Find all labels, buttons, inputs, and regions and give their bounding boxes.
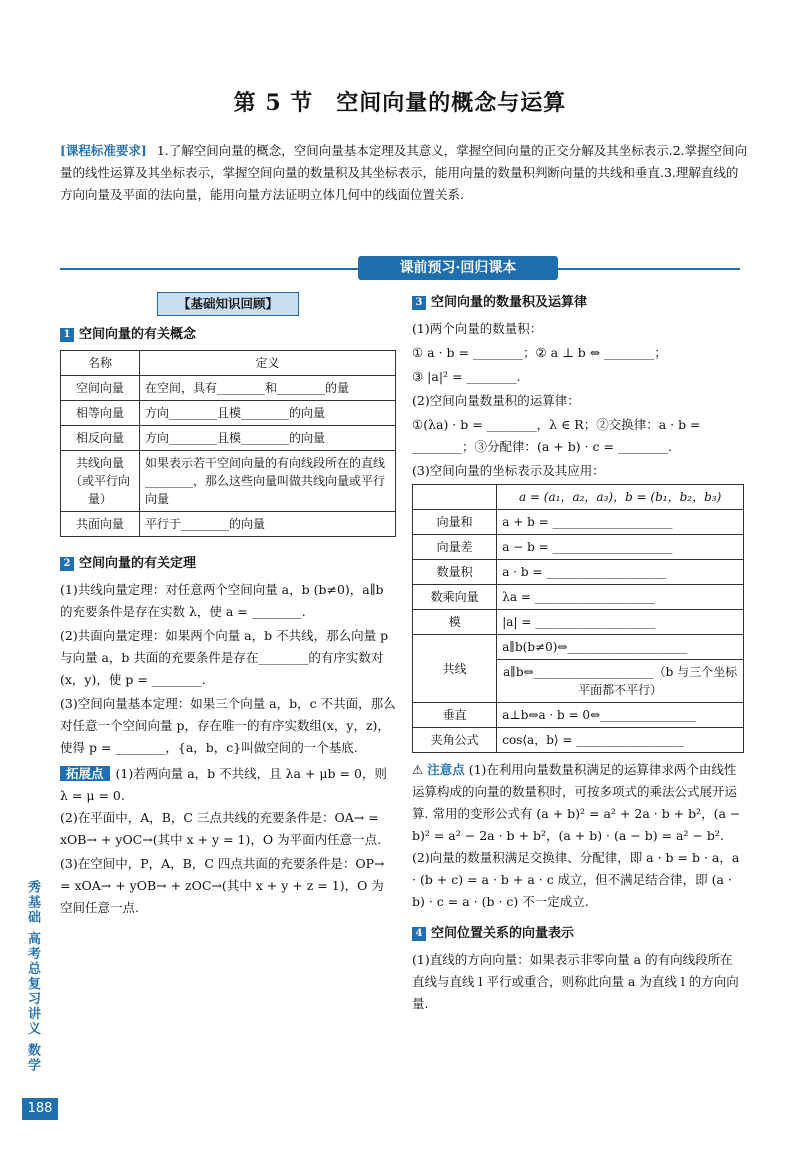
subtitle-box: 【基础知识回顾】: [157, 292, 299, 316]
dot-product-modulus: ③ |a|² = ________.: [412, 369, 521, 384]
section-1-number: 1: [60, 328, 74, 342]
table-header: 定义: [140, 351, 396, 376]
theorem-2: (2)共面向量定理：如果两个向量 a，b 不共线，那么向量 p 与向量 a，b 共面的充要条件是存在________的有序实数对(x，y)，使 p = ________.: [60, 628, 389, 687]
section-4-heading: [412, 923, 744, 945]
table-cell: 数量积: [413, 560, 497, 585]
table-row: [413, 510, 744, 535]
table-cell: a + b = ____________________: [497, 510, 744, 535]
standard-text: 1.了解空间向量的概念，空间向量基本定理及其意义，掌握空间向量的正交分解及其坐标表示.2.掌握空间向量的线性运算及其坐标表示，掌握空间向量的数量积及其坐标表示，能用向量的数量积判断向量的共线和垂直.3.理解直线的方向向量及平面的法向量，能用向量方法证明立体几何中的线面位置关系.: [60, 143, 748, 202]
section-2-heading: [60, 553, 396, 575]
table-row: [413, 703, 744, 728]
table-row: [413, 635, 744, 660]
section-2-number: 2: [60, 557, 74, 571]
table-cell: 相反向量: [61, 426, 140, 451]
table-cell: 相等向量: [61, 401, 140, 426]
laws-intro: (2)空间向量数量积的运算律：: [412, 393, 580, 408]
table-cell: 在空间，具有________和________的量: [140, 376, 396, 401]
table-cell: [413, 485, 497, 510]
table-row: [413, 535, 744, 560]
table-cell: 共面向量: [61, 512, 140, 537]
table-header-row: [61, 351, 396, 376]
table-cell: 方向________且模________的向量: [140, 401, 396, 426]
direction-vector-def: (1)直线的方向向量：如果表示非零向量 a 的有向线段所在直线与直线 l 平行或重合，则称此向量 a 为直线 l 的方向向量.: [412, 952, 739, 1011]
expand-item-1: (1)若两向量 a，b 不共线，且 λa + μb = 0，则 λ = μ = 0.: [60, 766, 387, 803]
table-cell: a · b = ____________________: [497, 560, 744, 585]
section-3-title: 空间向量的数量积及运算律: [431, 295, 588, 310]
note-1: (1)在利用向量数量积满足的运算律求两个由线性运算构成的向量的数量积时，可按多项式的乘法公式展开运算. 常用的变形公式有 (a + b)² = a² + 2a · b + b²，(a − b)² = a² − 2a · b + b²，(a + b) · (a − b) = a² − b².: [412, 762, 741, 843]
dot-product-items: ① a · b = ________；② a ⊥ b ⇔ ________；: [412, 345, 667, 360]
coords-intro: (3)空间向量的坐标表示及其应用：: [412, 463, 605, 478]
left-column: [60, 292, 396, 921]
theorem-1: (1)共线向量定理：对任意两个空间向量 a，b (b≠0)，a∥b 的充要条件是存在实数 λ，使 a = ________.: [60, 582, 384, 619]
table-cell: cos⟨a，b⟩ = __________________: [497, 728, 744, 753]
concepts-table: [60, 350, 396, 537]
page-number: 188: [22, 1098, 58, 1120]
table-row: [61, 426, 396, 451]
table-header: a = (a₁，a₂，a₃)，b = (b₁，b₂，b₃): [497, 485, 744, 510]
table-cell: 共线向量（或平行向量）: [61, 451, 140, 512]
section-4-number: 4: [412, 927, 426, 941]
table-row: [61, 376, 396, 401]
table-cell: a∥b⇔____________________（b 与三个坐标平面都不平行）: [497, 660, 744, 703]
table-cell: |a| = ____________________: [497, 610, 744, 635]
table-row: [413, 610, 744, 635]
expand-point: [60, 763, 396, 919]
course-standard: [60, 140, 750, 206]
expand-item-2: (2)在平面中，A，B，C 三点共线的充要条件是：OA→ = xOB→ + yOC→(其中 x + y = 1)，O 为平面内任意一点.: [60, 810, 382, 847]
table-row: [413, 728, 744, 753]
table-cell: 数乘向量: [413, 585, 497, 610]
table-row: [413, 585, 744, 610]
table-cell: λa = ____________________: [497, 585, 744, 610]
table-row: [413, 560, 744, 585]
coordinates-table: [412, 484, 744, 753]
section-3-number: 3: [412, 296, 426, 310]
section-1-title: 空间向量的有关概念: [79, 327, 197, 342]
note-label: 注意点: [427, 762, 465, 777]
warning-icon: ⚠: [412, 762, 424, 777]
table-cell: a⊥b⇔a · b = 0⇔________________: [497, 703, 744, 728]
table-cell: 向量差: [413, 535, 497, 560]
table-cell: 如果表示若干空间向量的有向线段所在的直线________，那么这些向量叫做共线向量或平行向量: [140, 451, 396, 512]
table-cell: a∥b(b≠0)⇔____________________: [497, 635, 744, 660]
section-banner: [60, 256, 740, 280]
table-row: [61, 512, 396, 537]
table-header-row: [413, 485, 744, 510]
section-4-title: 空间位置关系的向量表示: [431, 926, 575, 941]
section-3-heading: [412, 292, 744, 314]
expand-label: 拓展点: [60, 766, 110, 781]
note-2: (2)向量的数量积满足交换律、分配律，即 a · b = b · a，a · (b + c) = a · b + a · c 成立，但不满足结合律，即 (a · b) · c = a · (b · c) 不一定成立.: [412, 850, 740, 909]
table-row: [61, 451, 396, 512]
table-row: [61, 401, 396, 426]
banner-label: 课前预习·回归课本: [358, 256, 558, 280]
table-cell: 平行于________的向量: [140, 512, 396, 537]
table-header: 名称: [61, 351, 140, 376]
right-column: [412, 286, 744, 1017]
page-title: 第 5 节 空间向量的概念与运算: [233, 90, 567, 116]
table-cell: 共线: [413, 635, 497, 703]
section-2-title: 空间向量的有关定理: [79, 556, 197, 571]
table-cell: 模: [413, 610, 497, 635]
sidebar-label: 秀基础 高考总复习讲义 数学: [25, 880, 40, 1074]
dot-product-intro: (1)两个向量的数量积：: [412, 321, 543, 336]
section-1-heading: [60, 324, 396, 346]
table-cell: 夹角公式: [413, 728, 497, 753]
expand-item-3: (3)在空间中，P，A，B，C 四点共面的充要条件是：OP→ = xOA→ + yOB→ + zOC→(其中 x + y + z = 1)，O 为空间任意一点.: [60, 856, 385, 915]
theorem-3: (3)空间向量基本定理：如果三个向量 a，b，c 不共面，那么对任意一个空间向量 p，存在唯一的有序实数组(x，y，z)，使得 p = ________，{a，b，c}叫做空间的一个基底.: [60, 696, 396, 755]
laws-items: ①(λa) · b = ________，λ ∈ R；②交换律：a · b = ________；③分配律：(a + b) · c = ________.: [412, 417, 701, 454]
table-cell: 空间向量: [61, 376, 140, 401]
standard-tag: [课程标准要求]: [60, 143, 147, 158]
table-cell: 向量和: [413, 510, 497, 535]
table-cell: 方向________且模________的向量: [140, 426, 396, 451]
table-cell: 垂直: [413, 703, 497, 728]
table-cell: a − b = ____________________: [497, 535, 744, 560]
note-block: [412, 759, 744, 913]
